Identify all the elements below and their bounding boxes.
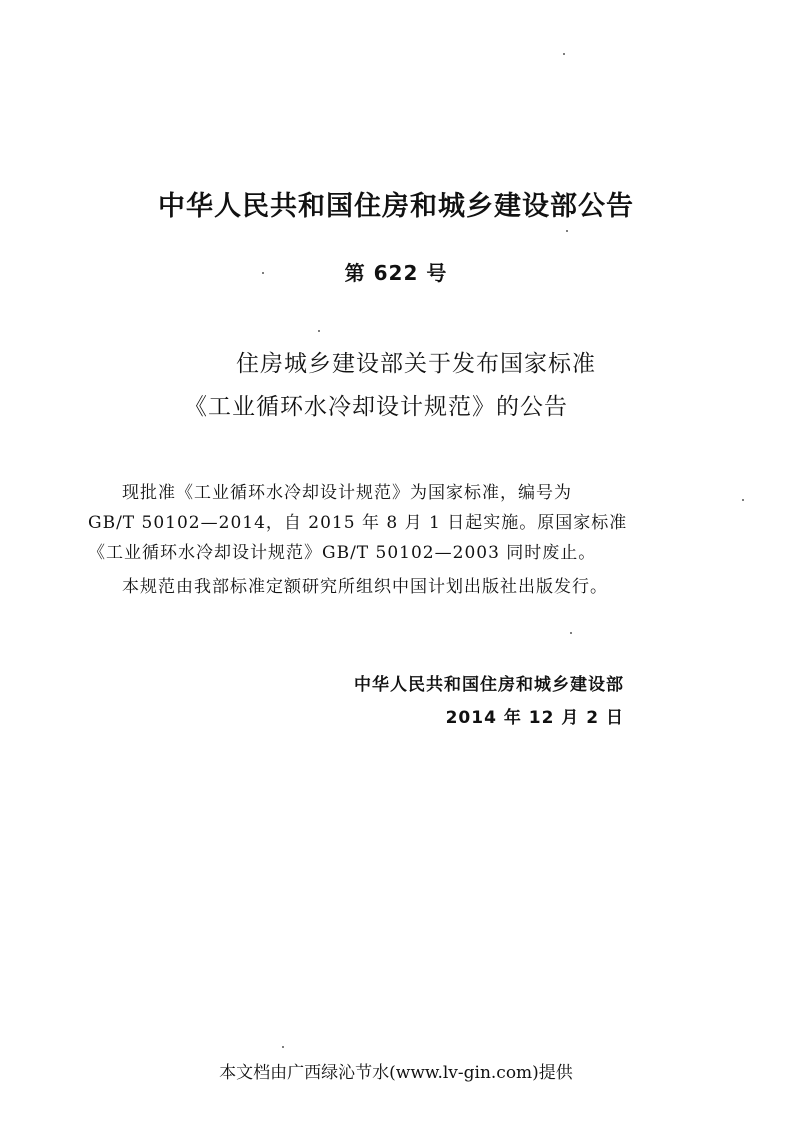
subtitle-line-1: 住房城乡建设部关于发布国家标准 (236, 351, 596, 377)
body-paragraph-2 (88, 572, 688, 602)
body-line-1: 现批准《工业循环水冷却设计规范》为国家标准，编号为 (122, 483, 572, 503)
body-paragraph-1 (88, 478, 688, 568)
issuing-organization: 中华人民共和国住房和城乡建设部 (354, 675, 624, 695)
scan-speck (318, 330, 320, 332)
body-line-2: GB/T 50102—2014，自 2015 年 8 月 1 日起实施。原国家标准 (88, 513, 628, 533)
scan-speck (742, 499, 744, 501)
announcement-number: 第 622 号 (344, 261, 448, 285)
body-line-3: 《工业循环水冷却设计规范》GB/T 50102—2003 同时废止。 (88, 543, 597, 563)
announcement-title: 中华人民共和国住房和城乡建设部公告 (158, 191, 634, 222)
issue-date: 2014 年 12 月 2 日 (445, 708, 624, 728)
scan-speck (566, 230, 568, 232)
scan-speck (563, 53, 565, 55)
footer-provider-note: 本文档由广西绿沁节水(www.lv-gin.com)提供 (219, 1063, 573, 1083)
subtitle-line-2: 《工业循环水冷却设计规范》的公告 (184, 394, 568, 420)
scan-speck (570, 632, 572, 634)
scan-speck (282, 1046, 284, 1048)
body-line-4: 本规范由我部标准定额研究所组织中国计划出版社出版发行。 (122, 577, 608, 597)
scan-speck (262, 272, 264, 274)
